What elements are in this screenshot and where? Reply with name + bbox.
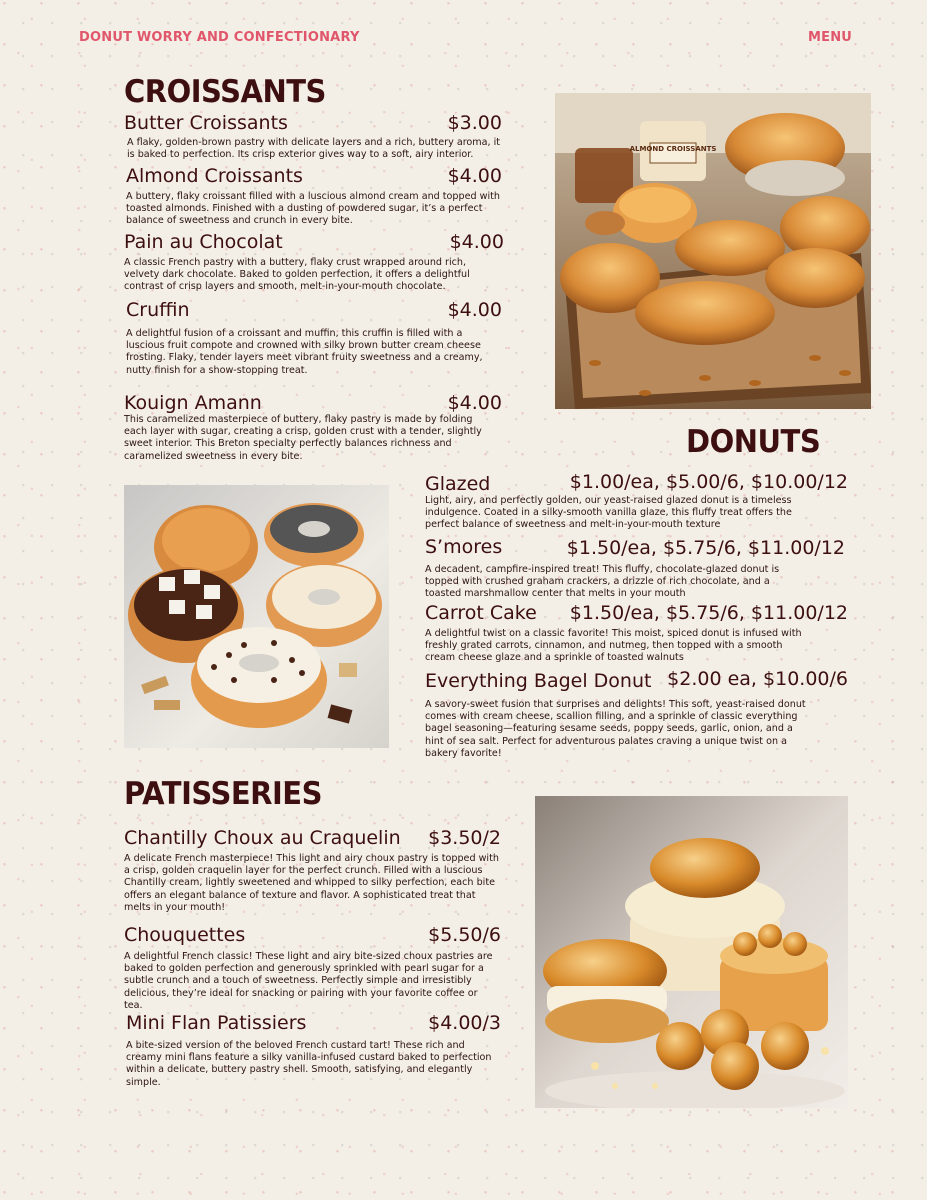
item-name: Chouquettes <box>124 924 246 946</box>
item-price: $1.50/ea, $5.75/6, $11.00/12 <box>569 602 848 624</box>
item-name: Carrot Cake <box>425 602 537 624</box>
item-description: A delightful French classic! These light and airy bite-sized choux pastries are baked to golden perfection and generously sprinkled with pearl sugar for a subtle crunch and a touch of sweetness. Perfectly simple and irresistibly delicious, they’re ideal for snacking or pairing with your favorite coffee or tea. <box>124 951 493 1011</box>
item-description: A flaky, golden-brown pastry with delicate layers and a rich, buttery aroma, it is baked to perfection. Its crisp exterior gives way to a soft, airy interior. <box>127 137 501 161</box>
item-price: $3.50/2 <box>428 827 501 849</box>
item-name: Glazed <box>425 473 491 495</box>
item-description: This caramelized masterpiece of buttery, flaky pastry is made by folding each layer with sugar, creating a crisp, golden crust with a tender, slightly sweet interior. This Breton specialty perfectly balances richness and caramelized sweetness in every bite. <box>124 414 482 462</box>
item-price: $3.00 <box>447 112 502 134</box>
item-name: Everything Bagel Donut <box>425 670 652 692</box>
item-description: A delightful fusion of a croissant and muffin, this cruffin is filled with a luscious fruit compote and crowned with silky brown butter cream cheese frosting. Flaky, tender layers meet vibrant fruity sweetness and a creamy, nutty finish for a show-stopping treat. <box>126 328 483 376</box>
item-name: Mini Flan Patissiers <box>126 1012 307 1034</box>
item-price: $4.00 <box>449 231 504 253</box>
item-description: A bite-sized version of the beloved French custard tart! These rich and creamy mini flans feature a silky vanilla-infused custard baked to perfection within a delicate, buttery pastry shell. Smooth, satisfying, and elegantly simple. <box>126 1040 492 1088</box>
item-description: A delightful twist on a classic favorite! This moist, spiced donut is infused with freshly grated carrots, cinnamon, and nutmeg, then topped with a smooth cream cheese glaze and a sprinkle of toasted walnuts <box>425 628 802 664</box>
item-description: A decadent, campfire-inspired treat! This fluffy, chocolate-glazed donut is topped with crushed graham crackers, a drizzle of rich chocolate, and a toasted marshmallow center that melts in your mouth <box>425 564 780 600</box>
patisseries-photo <box>535 796 848 1108</box>
item-name: S’mores <box>425 536 503 558</box>
item-description: Light, airy, and perfectly golden, our yeast-raised glazed donut is a timeless indulgence. Coated in a silky-smooth vanilla glaze, this fluffy treat offers the perfect balance of sweetness and melt-in-your-mouth texture <box>425 495 792 531</box>
item-name: Almond Croissants <box>126 165 303 187</box>
item-price: $4.00 <box>447 165 502 187</box>
item-price: $2.00 ea, $10.00/6 <box>667 668 848 690</box>
item-description: A buttery, flaky croissant filled with a luscious almond cream and topped with toasted almonds. Finished with a dusting of powdered sugar, it’s a perfect balance of sweetness and crunch in every bite. <box>126 191 501 227</box>
croissants-photo <box>555 93 871 409</box>
jar-label-text: ALMOND CROISSANTS <box>629 145 717 153</box>
item-description: A classic French pastry with a buttery, flaky crust wrapped around rich, velvety dark chocolate. Baked to golden perfection, it offers a delightful contrast of crisp layers and smooth, melt-in-your-mouth chocolate. <box>124 257 470 293</box>
brand-name: DONUT WORRY AND CONFECTIONARY <box>79 30 360 45</box>
item-price: $1.50/ea, $5.75/6, $11.00/12 <box>566 537 845 559</box>
item-name: Butter Croissants <box>124 112 288 134</box>
item-description: A delicate French masterpiece! This light and airy choux pastry is topped with a crisp, golden craquelin layer for the perfect crunch. Filled with a luscious Chantilly cream, lightly sweetened and whipped to silky perfection, each bite offers an elegant balance of texture and flavor. A sophisticated treat that melts in your mouth! <box>124 853 499 913</box>
item-name: Pain au Chocolat <box>124 231 283 253</box>
item-price: $4.00 <box>447 392 502 414</box>
item-name: Cruffin <box>126 299 190 321</box>
item-price: $1.00/ea, $5.00/6, $10.00/12 <box>569 471 848 493</box>
donuts-photo <box>124 485 389 748</box>
menu-link[interactable]: MENU <box>808 30 853 45</box>
donuts-heading: DONUTS <box>686 422 821 460</box>
item-price: $4.00/3 <box>428 1012 501 1034</box>
item-price: $5.50/6 <box>428 924 501 946</box>
item-description: A savory-sweet fusion that surprises and delights! This soft, yeast-raised donut comes with cream cheese, scallion filling, and a sprinkle of classic everything bagel seasoning—featuring sesame seeds, poppy seeds, garlic, onion, and a hint of sea salt. Perfect for adventurous palates craving a unique twist on a bakery favorite! <box>425 699 806 759</box>
item-name: Chantilly Choux au Craquelin <box>124 827 401 849</box>
patisseries-heading: PATISSERIES <box>124 774 322 812</box>
croissants-heading: CROISSANTS <box>124 72 326 110</box>
item-price: $4.00 <box>447 299 502 321</box>
item-name: Kouign Amann <box>124 392 262 414</box>
